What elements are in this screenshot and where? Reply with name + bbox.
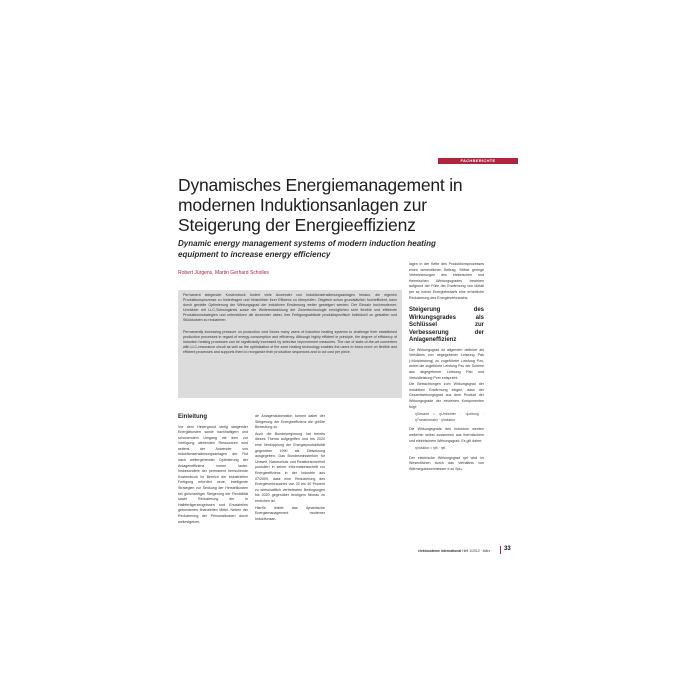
column-3 (409, 262, 484, 474)
col2-paragraph-3: Hierfür leistet das dynamische Energiemanagement moderner Induktionsan- (255, 505, 325, 521)
issue-info: Heft 1/2010 · März (462, 549, 491, 553)
col2-paragraph-2: Auch die Bundesregierung hat bereits dieses Thema aufgegriffen und bis 2020 eine Verdopplung der Energieproduktivität gegenüber 1990 als Zielsetzung ausgegeben. Das Bundesministerium für Umwelt, Naturschutz und Reaktorsicherheit postuliert in seiner Informationsschrift zur Energieeffizienz in der Industrie aus 07/2009, dass eine Reduzierung des Energieverbrauches von 20 bis 40 Prozent zu wirtschaftlich vertretbaren Bedingungen bis 2020 gegenüber heutigem Niveau zu erreichen ist. (255, 431, 325, 503)
abstract-german: Permanent steigender Kostendruck fordert viele Anwender von Induktionserwärmungsanlagen heraus, die eigenen Produktionsprozesse zu hinterfragen und hinsichtlich ihrer Effizienz zu überprüfen. Obgleich schon grundsätzlich hocheffizient, kann durch gezielte Optimierung der Wirkungsgrad der induktiven Erwärmung weiter gesteigert werden. Der Einsatz hochmoderner, Umrichter mit LLC-Schwingkreis sowie die Weiterentwicklung der Zonentechnologie ermöglichen sehr flexible und effiziente Produktionsstrategien und unterstützen die Anwender dabei, ihre Fertigungsabläufe produktspezifisch individuell zu gestalten und Stückkosten zu reduzieren. (183, 293, 397, 323)
abstract-english: Permanently increasing pressure on production cost forces many users of induction heating systems to challenge their established production processes in regard of energy consumption and efficiency. Although highly efficient in principle, the degree of efficiency of induction heating processes can be significantly increased by selective improvement measures. The use of state-of-the-art converters with LLC-resonance circuit as well as the optimization of the zone heating technology enables the users to focus more on flexible and efficient processes and supports them to reorganize their production sequences and to cut cost per piece. (183, 329, 397, 354)
page-number: 33 (504, 546, 511, 552)
authors: Robert Jürgens, Martin Gerhard Scholles (178, 270, 269, 276)
column-1 (178, 414, 248, 526)
col3-paragraph-4: Die Wirkungsgrade des Induktors werden weiterhin selbst zusammen aus thermischem und elektrischem Wirkungsgrad. Es gilt daher: (409, 427, 484, 443)
col3-paragraph-2: Der Wirkungsgrad ist allgemein definiert als Verhältnis von abgegebener Leistung Pab (=Nutzleistung) zu zugeführter Leistung Pzu, wobei die zugeführte Leistung Pzu der Summe aus abgegebener Leistung Pab und Verlustleistung Pver entspricht. (409, 347, 484, 380)
col3-paragraph-5: Der elektrische Wirkungsgrad ηel wird im Wesentlichen durch das Verhältnis von Wärmegutdurchmesser d zu Spu- (409, 455, 484, 471)
col1-paragraph: Vor dem Hintergrund stetig steigender Energiekosten sowie nachhaltigem und schonendem Umgang mit dem zur Verfügung stehenden Ressourcen wird seitens der Anwender von Induktionserwärmungsanlagen der Ruf nach weitergehender Optimierung der Anlageneffizienz immer lauter. Insbesondere der permanent herrschende Kostendruck im Bereich der industriellen Fertigung erfordert neue, intelligente Strategien zur Senkung der Herstellkosten bei gleichzeitiger Steigerung der Flexibilität sowie Reduzierung der in Halbfertigerzeugnissen und Ersatzteilen gebundenen finanziellen Mittel. Neben der Reduzierung der Personalkosten durch weitestgehen- (178, 424, 248, 524)
column-2 (255, 414, 325, 523)
paper-page (166, 150, 518, 560)
article-subtitle: Dynamic energy management systems of modern induction heating equipment to increase energy efficiency (178, 239, 436, 259)
col2-paragraph-1: de Anlagenautomation kommt dabei der Steigerung der Energieeffizienz die größte Bedeutung zu. (255, 414, 325, 430)
heading-wirkungsgrad: Steigerung des Wirkungsgrades als Schlüssel zur Verbesserung der Anlageneffizienz (409, 307, 484, 344)
page-number-divider (500, 546, 501, 554)
section-tag: FACHBERICHTE (438, 158, 518, 164)
formula-total-efficiency: ηGesamt = ηUmrichter · ηLeitung · ηTransformator · ηInduktor (415, 412, 484, 422)
heading-einleitung: Einleitung (178, 414, 207, 420)
col3-paragraph-3: Die Betrachtungen zum Wirkungsgrad der induktiven Erwärmung zeigen, dass der Gesamtwirkungsgrad aus dem Produkt der Wirkungsgrade der einzelnen Komponenten folgt: (409, 382, 484, 409)
formula-inductor-efficiency: ηInduktor = ηth · ηel (415, 446, 446, 451)
article-title: Dynamisches Energiemanagement in modernen Induktionsanlagen zur Steigerung der Energieeffizienz (178, 175, 463, 235)
abstract-box (178, 290, 402, 398)
col3-paragraph-1: lagen in der Kette des Produktionsprozesses einen wesentlichen Beitrag. Selbst geringe Verbesserungen des elektrischen und thermischen Wirkungsgrades bewirken aufgrund der Fülle der Erwärmung von Metall per se hohen Energiebedarfs eine erhebliche Reduzierung des Energieverbrauchs. (409, 262, 484, 300)
page-footer (418, 549, 490, 553)
journal-name: elektrowärme international (418, 549, 462, 553)
